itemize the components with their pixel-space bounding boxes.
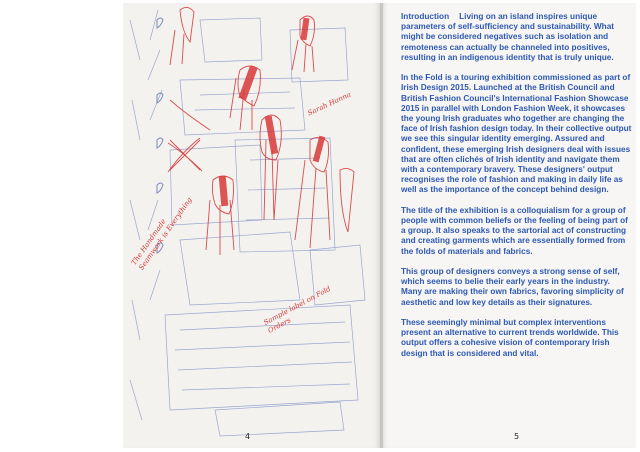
right-page-number: 5 (514, 432, 520, 441)
left-page-number: 4 (245, 432, 251, 441)
annotation-lower-middle: Sample label on Fold Orders (262, 284, 333, 335)
annotation-lower-left: The Handmade Seamwork is Everything (130, 195, 194, 272)
annotation-top-right: Sarah Hanna (306, 90, 353, 118)
paragraph: In the Fold is a touring exhibition commissioned as part of Irish Design 2015. Launched at the British Council and British Fashion Council's International Fashion Showcase 2015 in parallel with London Fashion Week, it showcases the young Irish graduates who together are changing the face of Irish fashion design today. In their collective output we see this singular identity emerging. Assured and confident, these emerging Irish designers deal with issues that are often clichés of Irish identity and navigate them with a contemporary bravery. These designers' output recognises the role of fashion and making in daily life as well as the importance of the concept behind design. (401, 73, 632, 195)
paragraph: The title of the exhibition is a colloquialism for a group of people with common beliefs or the feeling of being part of a group. It also speaks to the sartorial act of constructing and creating garments which are essentially formed from the folds of materials and fabrics. (401, 205, 628, 256)
paragraph: This group of designers conveys a strong sense of self, which seems to belie their early years in the industry. Many are making their own fabrics, favoring simplicity of aesthetic and low key details as their signatures. (401, 267, 624, 307)
intro-title: Introduction (401, 12, 450, 21)
intro-text: Living on an island inspires unique parameters of self-sufficiency and sustainability. What might be considered negatives such as isolation and remoteness can actually be channeled into positives, resulting in an indigenous identity that is truly unique. (401, 12, 615, 62)
intro-paragraph (401, 12, 633, 63)
paragraph: These seemingly minimal but complex interventions present an alternative to current trends worldwide. This output offers a cohesive vision of contemporary Irish design that is considered and vital. (401, 318, 619, 358)
article-text (401, 12, 633, 369)
